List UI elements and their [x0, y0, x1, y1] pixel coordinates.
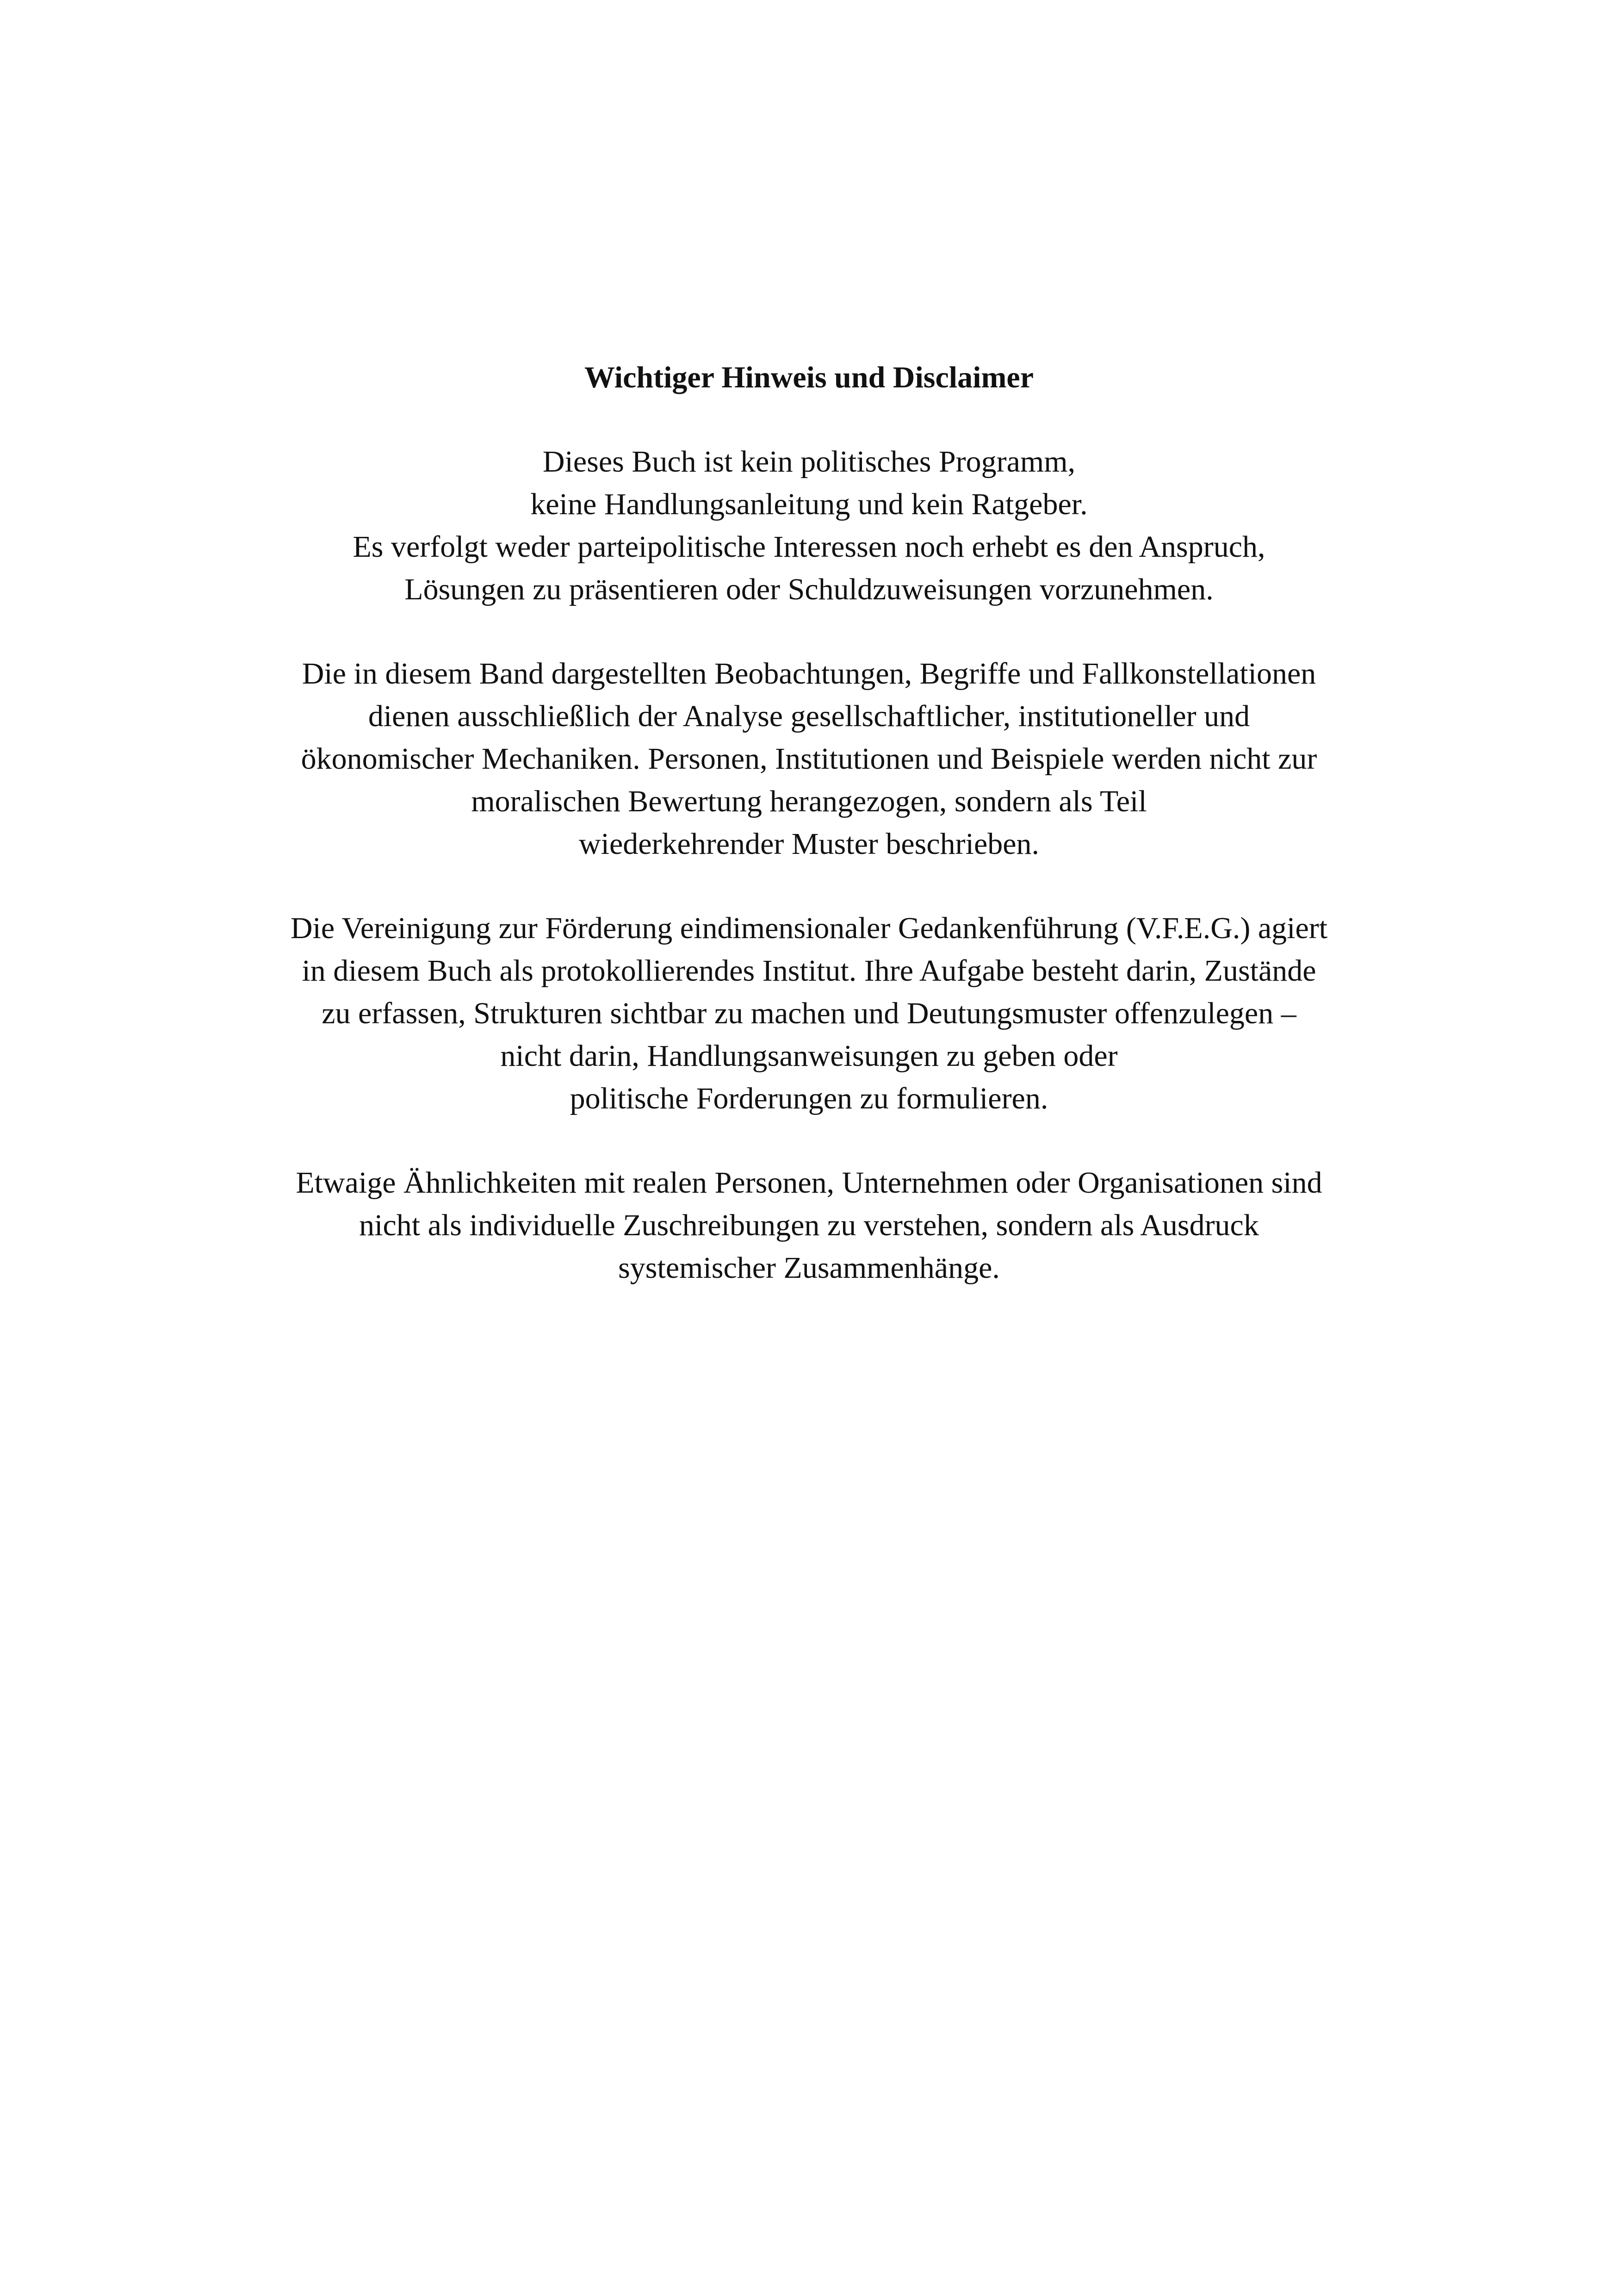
- text-line: Etwaige Ähnlichkeiten mit realen Personen, Unternehmen oder Organisationen sind: [296, 1166, 1322, 1200]
- text-line: Es verfolgt weder parteipolitische Interessen noch erhebt es den Anspruch,: [353, 530, 1265, 564]
- text-line: Dieses Buch ist kein politisches Programm,: [542, 445, 1076, 479]
- text-line: Die Vereinigung zur Förderung eindimensionaler Gedankenführung (V.F.E.G.) agiert: [290, 911, 1328, 945]
- paragraph-3: [0, 907, 1618, 1120]
- text-line: politische Forderungen zu formulieren.: [570, 1082, 1048, 1115]
- text-line: moralischen Bewertung herangezogen, sondern als Teil: [471, 784, 1147, 818]
- text-line: wiederkehrender Muster beschrieben.: [578, 827, 1040, 861]
- disclaimer-section: [0, 356, 1618, 1331]
- text-line: Lösungen zu präsentieren oder Schuldzuweisungen vorzunehmen.: [404, 572, 1214, 606]
- page-title: Wichtiger Hinweis und Disclaimer: [584, 361, 1034, 394]
- text-line: Die in diesem Band dargestellten Beobachtungen, Begriffe und Fallkonstellationen: [302, 657, 1316, 691]
- text-line: dienen ausschließlich der Analyse gesellschaftlicher, institutioneller und: [368, 699, 1250, 733]
- text-line: nicht als individuelle Zuschreibungen zu verstehen, sondern als Ausdruck: [359, 1208, 1259, 1242]
- paragraph-4: [0, 1162, 1618, 1289]
- text-line: ökonomischer Mechaniken. Personen, Institutionen und Beispiele werden nicht zur: [301, 742, 1317, 776]
- text-line: zu erfassen, Strukturen sichtbar zu machen und Deutungsmuster offenzulegen –: [322, 996, 1296, 1030]
- text-line: systemischer Zusammenhänge.: [618, 1251, 1000, 1285]
- paragraph-2: [0, 653, 1618, 865]
- paragraph-1: [0, 441, 1618, 611]
- text-line: in diesem Buch als protokollierendes Institut. Ihre Aufgabe besteht darin, Zustände: [302, 954, 1316, 988]
- text-line: keine Handlungsanleitung und kein Ratgeber.: [530, 487, 1088, 521]
- text-line: nicht darin, Handlungsanweisungen zu geben oder: [500, 1039, 1118, 1073]
